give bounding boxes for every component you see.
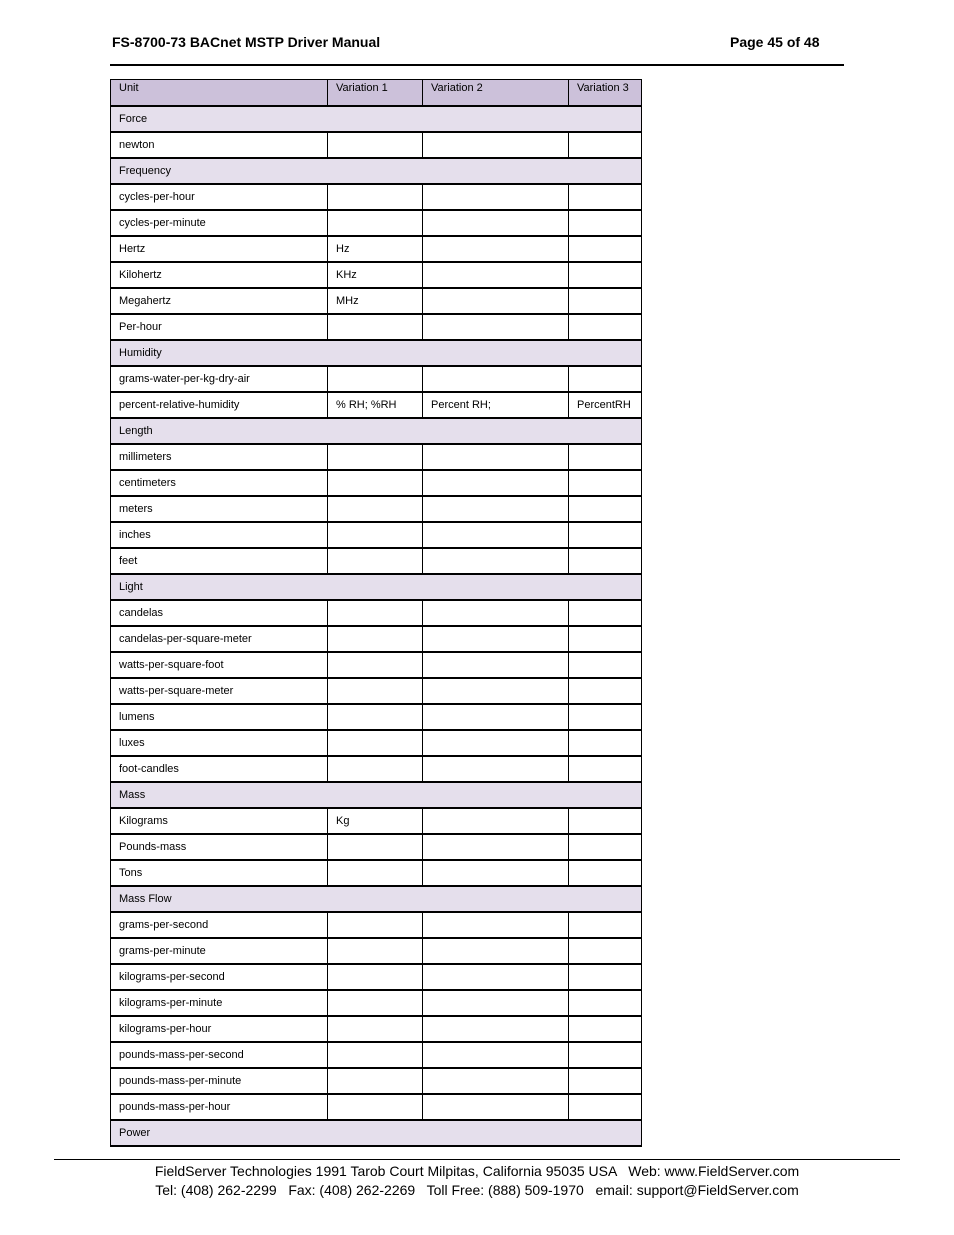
- variation-1-cell: Hz: [328, 236, 423, 262]
- variation-2-cell: [423, 1016, 569, 1042]
- variation-2-cell: [423, 132, 569, 158]
- variation-3-cell: [569, 470, 642, 496]
- unit-cell: cycles-per-hour: [111, 184, 328, 210]
- variation-3-cell: [569, 496, 642, 522]
- variation-3-cell: [569, 1068, 642, 1094]
- variation-3-cell: [569, 522, 642, 548]
- variation-2-cell: [423, 730, 569, 756]
- variation-2-cell: [423, 288, 569, 314]
- category-label: Power: [111, 1120, 642, 1146]
- variation-1-cell: [328, 184, 423, 210]
- unit-cell: meters: [111, 496, 328, 522]
- variation-2-cell: [423, 470, 569, 496]
- table-row: [111, 600, 642, 626]
- table-row: [111, 1068, 642, 1094]
- variation-1-cell: [328, 522, 423, 548]
- variation-3-cell: [569, 834, 642, 860]
- variation-2-cell: [423, 236, 569, 262]
- variation-3-cell: [569, 314, 642, 340]
- table-row: [111, 262, 642, 288]
- variation-2-cell: [423, 990, 569, 1016]
- table-row: [111, 392, 642, 418]
- variation-3-cell: [569, 704, 642, 730]
- table-header-row: [111, 80, 642, 106]
- footer-contact: Tel: (408) 262-2299 Fax: (408) 262-2269 Toll Free: (888) 509-1970 email: support@FieldServer.com: [155, 1182, 799, 1198]
- variation-3-cell: [569, 184, 642, 210]
- variation-1-cell: [328, 626, 423, 652]
- variation-3-cell: [569, 808, 642, 834]
- unit-cell: Tons: [111, 860, 328, 886]
- unit-cell: newton: [111, 132, 328, 158]
- variation-2-cell: [423, 314, 569, 340]
- variation-2-cell: [423, 496, 569, 522]
- unit-cell: pounds-mass-per-hour: [111, 1094, 328, 1120]
- unit-cell: pounds-mass-per-second: [111, 1042, 328, 1068]
- variation-1-cell: [328, 678, 423, 704]
- unit-cell: lumens: [111, 704, 328, 730]
- variation-1-cell: Kg: [328, 808, 423, 834]
- variation-3-cell: [569, 860, 642, 886]
- unit-cell: pounds-mass-per-minute: [111, 1068, 328, 1094]
- variation-3-cell: [569, 288, 642, 314]
- footer-address: FieldServer Technologies 1991 Tarob Court Milpitas, California 95035 USA Web: www.FieldServer.com: [154, 1163, 800, 1179]
- table-row: [111, 652, 642, 678]
- variation-2-cell: [423, 522, 569, 548]
- unit-cell: millimeters: [111, 444, 328, 470]
- variation-2-cell: [423, 1042, 569, 1068]
- variation-3-cell: [569, 1016, 642, 1042]
- variation-1-cell: [328, 756, 423, 782]
- units-table: [110, 79, 642, 1147]
- variation-3-cell: [569, 652, 642, 678]
- unit-cell: foot-candles: [111, 756, 328, 782]
- variation-3-cell: [569, 626, 642, 652]
- variation-3-cell: [569, 938, 642, 964]
- category-row: [111, 106, 642, 132]
- table-row: [111, 1094, 642, 1120]
- variation-2-cell: [423, 652, 569, 678]
- variation-1-cell: [328, 1016, 423, 1042]
- page-number: Page 45 of 48: [730, 34, 820, 50]
- variation-1-cell: [328, 704, 423, 730]
- variation-1-cell: KHz: [328, 262, 423, 288]
- variation-1-cell: MHz: [328, 288, 423, 314]
- table-row: [111, 808, 642, 834]
- table-row: [111, 834, 642, 860]
- unit-cell: watts-per-square-meter: [111, 678, 328, 704]
- unit-cell: grams-water-per-kg-dry-air: [111, 366, 328, 392]
- variation-3-cell: [569, 964, 642, 990]
- unit-cell: Megahertz: [111, 288, 328, 314]
- category-label: Humidity: [111, 340, 642, 366]
- variation-2-cell: [423, 548, 569, 574]
- unit-cell: kilograms-per-minute: [111, 990, 328, 1016]
- variation-3-cell: [569, 756, 642, 782]
- variation-2-cell: [423, 678, 569, 704]
- unit-cell: Hertz: [111, 236, 328, 262]
- variation-2-cell: [423, 860, 569, 886]
- variation-1-cell: [328, 548, 423, 574]
- variation-1-cell: [328, 444, 423, 470]
- category-label: Mass: [111, 782, 642, 808]
- variation-2-cell: Percent RH;: [423, 392, 569, 418]
- variation-2-cell: [423, 184, 569, 210]
- variation-1-cell: [328, 990, 423, 1016]
- table-row: [111, 1016, 642, 1042]
- variation-1-cell: [328, 730, 423, 756]
- table-row: [111, 210, 642, 236]
- column-header-variation-3: Variation 3: [569, 80, 642, 106]
- table-row: [111, 730, 642, 756]
- footer-divider: [54, 1159, 900, 1160]
- category-label: Force: [111, 106, 642, 132]
- variation-3-cell: [569, 236, 642, 262]
- variation-3-cell: [569, 912, 642, 938]
- variation-1-cell: [328, 1042, 423, 1068]
- unit-cell: Per-hour: [111, 314, 328, 340]
- table-row: [111, 548, 642, 574]
- variation-1-cell: [328, 964, 423, 990]
- variation-2-cell: [423, 444, 569, 470]
- variation-2-cell: [423, 600, 569, 626]
- table-row: [111, 860, 642, 886]
- variation-1-cell: [328, 1094, 423, 1120]
- table-row: [111, 626, 642, 652]
- variation-1-cell: [328, 1068, 423, 1094]
- category-row: [111, 574, 642, 600]
- variation-3-cell: [569, 262, 642, 288]
- variation-1-cell: [328, 366, 423, 392]
- unit-cell: candelas-per-square-meter: [111, 626, 328, 652]
- column-header-unit: Unit: [111, 80, 328, 106]
- table-row: [111, 1042, 642, 1068]
- column-header-variation-2: Variation 2: [423, 80, 569, 106]
- category-label: Light: [111, 574, 642, 600]
- variation-2-cell: [423, 626, 569, 652]
- variation-3-cell: [569, 210, 642, 236]
- variation-1-cell: [328, 652, 423, 678]
- variation-1-cell: [328, 470, 423, 496]
- unit-cell: kilograms-per-hour: [111, 1016, 328, 1042]
- table-row: [111, 964, 642, 990]
- header-divider: [110, 64, 844, 66]
- table-row: [111, 184, 642, 210]
- table-row: [111, 236, 642, 262]
- table-row: [111, 938, 642, 964]
- table-row: [111, 756, 642, 782]
- table-row: [111, 314, 642, 340]
- variation-1-cell: % RH; %RH: [328, 392, 423, 418]
- variation-1-cell: [328, 938, 423, 964]
- table-row: [111, 704, 642, 730]
- variation-2-cell: [423, 834, 569, 860]
- variation-1-cell: [328, 132, 423, 158]
- variation-2-cell: [423, 756, 569, 782]
- variation-3-cell: [569, 730, 642, 756]
- variation-1-cell: [328, 496, 423, 522]
- variation-3-cell: [569, 1042, 642, 1068]
- table-row: [111, 366, 642, 392]
- variation-2-cell: [423, 262, 569, 288]
- unit-cell: watts-per-square-foot: [111, 652, 328, 678]
- unit-cell: Pounds-mass: [111, 834, 328, 860]
- variation-2-cell: [423, 704, 569, 730]
- column-header-variation-1: Variation 1: [328, 80, 423, 106]
- category-row: [111, 886, 642, 912]
- category-row: [111, 782, 642, 808]
- variation-1-cell: [328, 834, 423, 860]
- category-label: Frequency: [111, 158, 642, 184]
- variation-2-cell: [423, 210, 569, 236]
- unit-cell: grams-per-second: [111, 912, 328, 938]
- variation-3-cell: [569, 600, 642, 626]
- variation-1-cell: [328, 210, 423, 236]
- variation-2-cell: [423, 1068, 569, 1094]
- table-row: [111, 678, 642, 704]
- variation-3-cell: [569, 548, 642, 574]
- unit-cell: luxes: [111, 730, 328, 756]
- category-row: [111, 340, 642, 366]
- unit-cell: Kilograms: [111, 808, 328, 834]
- variation-2-cell: [423, 938, 569, 964]
- category-row: [111, 1120, 642, 1146]
- variation-3-cell: [569, 678, 642, 704]
- variation-2-cell: [423, 964, 569, 990]
- category-label: Mass Flow: [111, 886, 642, 912]
- variation-3-cell: PercentRH: [569, 392, 642, 418]
- category-row: [111, 418, 642, 444]
- variation-2-cell: [423, 366, 569, 392]
- category-label: Length: [111, 418, 642, 444]
- table-row: [111, 288, 642, 314]
- variation-3-cell: [569, 1094, 642, 1120]
- variation-2-cell: [423, 912, 569, 938]
- unit-cell: inches: [111, 522, 328, 548]
- table-row: [111, 470, 642, 496]
- unit-cell: percent-relative-humidity: [111, 392, 328, 418]
- variation-3-cell: [569, 132, 642, 158]
- unit-cell: candelas: [111, 600, 328, 626]
- unit-cell: grams-per-minute: [111, 938, 328, 964]
- variation-3-cell: [569, 366, 642, 392]
- unit-cell: feet: [111, 548, 328, 574]
- document-title: FS-8700-73 BACnet MSTP Driver Manual: [112, 34, 381, 50]
- variation-3-cell: [569, 444, 642, 470]
- variation-1-cell: [328, 600, 423, 626]
- unit-cell: centimeters: [111, 470, 328, 496]
- table-row: [111, 522, 642, 548]
- category-row: [111, 158, 642, 184]
- variation-1-cell: [328, 860, 423, 886]
- unit-cell: cycles-per-minute: [111, 210, 328, 236]
- variation-3-cell: [569, 990, 642, 1016]
- table-row: [111, 496, 642, 522]
- table-row: [111, 444, 642, 470]
- unit-cell: kilograms-per-second: [111, 964, 328, 990]
- table-row: [111, 912, 642, 938]
- variation-2-cell: [423, 808, 569, 834]
- variation-1-cell: [328, 912, 423, 938]
- unit-cell: Kilohertz: [111, 262, 328, 288]
- variation-2-cell: [423, 1094, 569, 1120]
- table-row: [111, 990, 642, 1016]
- table-row: [111, 132, 642, 158]
- variation-1-cell: [328, 314, 423, 340]
